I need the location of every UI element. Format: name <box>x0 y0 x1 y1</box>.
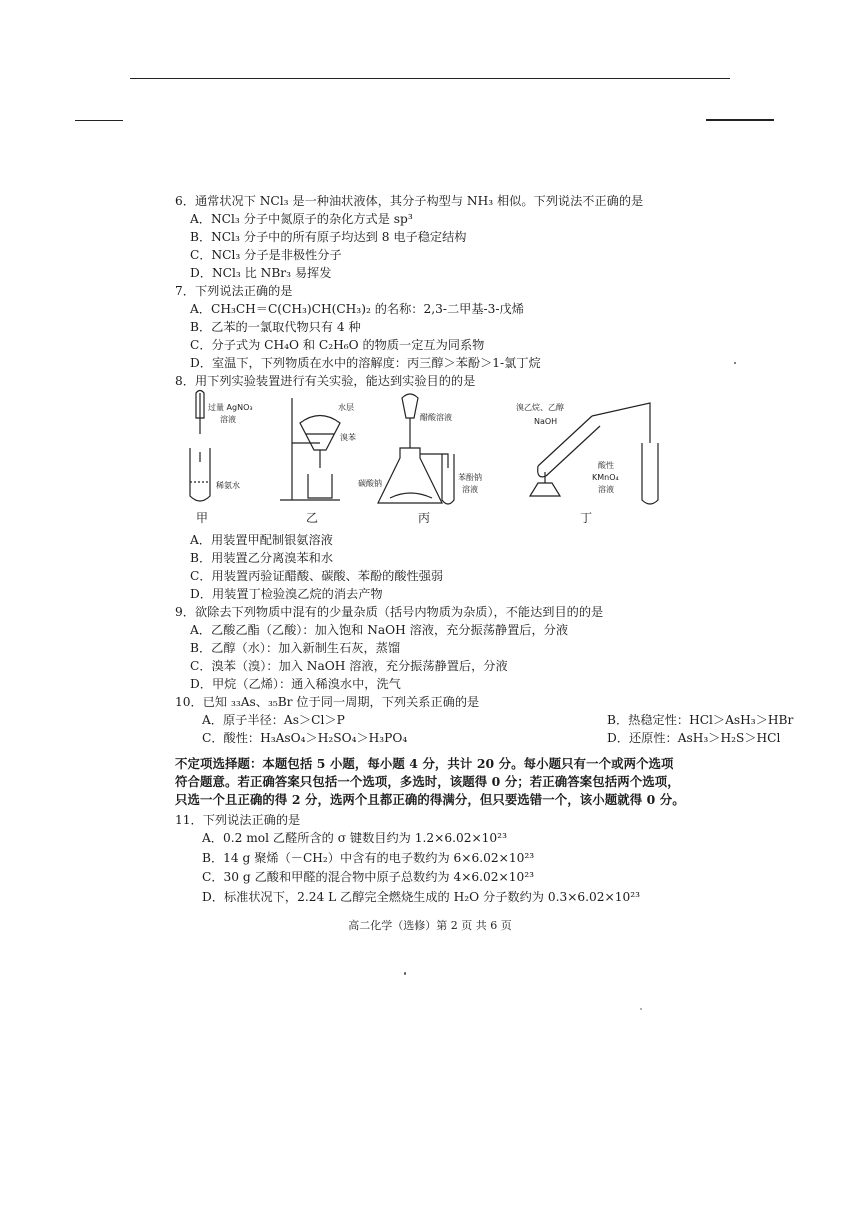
q11-option-c: C．30 g 乙酸和甲醛的混合物中原子总数约为 4×6.02×10²³ <box>202 870 535 884</box>
label-yi: 乙 <box>306 511 319 525</box>
q10-row-1 <box>202 712 794 728</box>
q9-option-a: A．乙酸乙酯（乙酸）：加入饱和 NaOH 溶液，充分振荡静置后，分液 <box>190 623 569 637</box>
q11-option-b: B．14 g 聚烯（－CH₂）中含有的电子数约为 6×6.02×10²³ <box>202 851 535 865</box>
right-short-rule <box>706 119 774 121</box>
jia-liquid-label: 稀氨水 <box>216 481 240 490</box>
q11-stem: 11．下列说法正确的是 <box>175 813 301 827</box>
q11-option-d: D．标准状况下，2.24 L 乙醇完全燃烧生成的 H₂O 分子数约为 0.3×6.02×10²³ <box>202 890 641 904</box>
q6-option-a: A．NCl₃ 分子中氮原子的杂化方式是 sp³ <box>190 212 413 226</box>
section-instruction-line-1: 不定项选择题：本题包括 5 小题，每小题 4 分，共计 20 分。每小题只有一个或两个选项 <box>175 756 674 771</box>
q7-option-c: C．分子式为 CH₄O 和 C₂H₆O 的物质一定互为同系物 <box>190 338 485 352</box>
q10-option-d: D．还原性：AsH₃＞H₂S＞HCl <box>607 731 781 745</box>
q6-option-d: D．NCl₃ 比 NBr₃ 易挥发 <box>190 266 332 280</box>
apparatus-figure <box>180 388 700 526</box>
yi-top-label: 水层 <box>338 403 354 412</box>
scan-speck-bottom <box>404 972 406 975</box>
left-short-rule <box>75 120 123 121</box>
bing-tube-label-1: 苯酚钠 <box>458 473 482 482</box>
section-instruction-line-3: 只选一个且正确的得 2 分，选两个且都正确的得满分，但只要选错一个，该小题就得 0 分。 <box>175 792 685 807</box>
ding-reagent-label-1: 溴乙烷、乙醇 <box>516 403 564 412</box>
q8-option-c: C．用装置丙验证醋酸、碳酸、苯酚的酸性强弱 <box>190 569 444 583</box>
scan-speck <box>734 362 736 364</box>
q9-option-b: B．乙醇（水）：加入新制生石灰，蒸馏 <box>190 641 401 655</box>
jia-reagent-label-2: 溶液 <box>220 415 236 424</box>
scan-speck-right <box>640 1008 642 1010</box>
jia-reagent-label-1: 过量 AgNO₃ <box>208 403 253 412</box>
q10-option-c: C．酸性：H₃AsO₄＞H₂SO₄＞H₃PO₄ <box>202 731 408 745</box>
ding-tube-label-3: 溶液 <box>598 485 614 494</box>
apparatus-drawing <box>180 388 700 526</box>
q8-stem: 8．用下列实验装置进行有关实验，能达到实验目的的是 <box>175 374 476 388</box>
bing-tube-label-2: 溶液 <box>462 485 478 494</box>
q9-option-c: C．溴苯（溴）：加入 NaOH 溶液，充分振荡静置后，分液 <box>190 659 508 673</box>
q8-option-b: B．用装置乙分离溴苯和水 <box>190 551 334 565</box>
q6-option-c: C．NCl₃ 分子是非极性分子 <box>190 248 342 262</box>
q7-option-a: A．CH₃CH＝C(CH₃)CH(CH₃)₂ 的名称：2,3-二甲基-3-戊烯 <box>190 302 524 316</box>
bing-flask-label: 碳酸钠 <box>358 479 382 488</box>
q6-stem: 6．通常状况下 NCl₃ 是一种油状液体，其分子构型与 NH₃ 相似。下列说法不正确的是 <box>175 194 644 208</box>
yi-bottom-label: 溴苯 <box>340 433 356 442</box>
q11-option-a: A．0.2 mol 乙醛所含的 σ 键数目约为 1.2×6.02×10²³ <box>202 831 507 845</box>
top-rule <box>130 78 730 79</box>
label-bing: 丙 <box>418 511 431 525</box>
section-instruction-line-2: 符合题意。若正确答案只包括一个选项，多选时，该题得 0 分；若正确答案包括两个选项， <box>175 774 680 789</box>
q6-option-b: B．NCl₃ 分子中的所有原子均达到 8 电子稳定结构 <box>190 230 467 244</box>
q9-stem: 9．欲除去下列物质中混有的少量杂质（括号内物质为杂质），不能达到目的的是 <box>175 605 604 619</box>
q7-option-d: D．室温下，下列物质在水中的溶解度：丙三醇＞苯酚＞1-氯丁烷 <box>190 356 541 370</box>
q8-option-a: A．用装置甲配制银氨溶液 <box>190 533 333 547</box>
ding-tube-label-2: KMnO₄ <box>592 473 619 482</box>
label-jia: 甲 <box>196 511 209 525</box>
q10-stem: 10．已知 ₃₃As、₃₅Br 位于同一周期，下列关系正确的是 <box>175 695 480 709</box>
q10-option-b: B．热稳定性：HCl＞AsH₃＞HBr <box>607 713 794 727</box>
label-ding: 丁 <box>580 511 593 525</box>
q7-stem: 7．下列说法正确的是 <box>175 284 293 298</box>
ding-reagent-label-2: NaOH <box>534 417 558 426</box>
q9-option-d: D．甲烷（乙烯）：通入稀溴水中，洗气 <box>190 677 401 691</box>
q7-option-b: B．乙苯的一氯取代物只有 4 种 <box>190 320 361 334</box>
bing-funnel-label: 醋酸溶液 <box>420 413 452 422</box>
page-footer: 高二化学（选修）第 2 页 共 6 页 <box>348 919 512 932</box>
q10-row-2 <box>202 730 781 746</box>
q8-option-d: D．用装置丁检验溴乙烷的消去产物 <box>190 587 383 601</box>
q10-option-a: A．原子半径：As＞Cl＞P <box>202 713 345 727</box>
ding-tube-label-1: 酸性 <box>598 461 614 470</box>
